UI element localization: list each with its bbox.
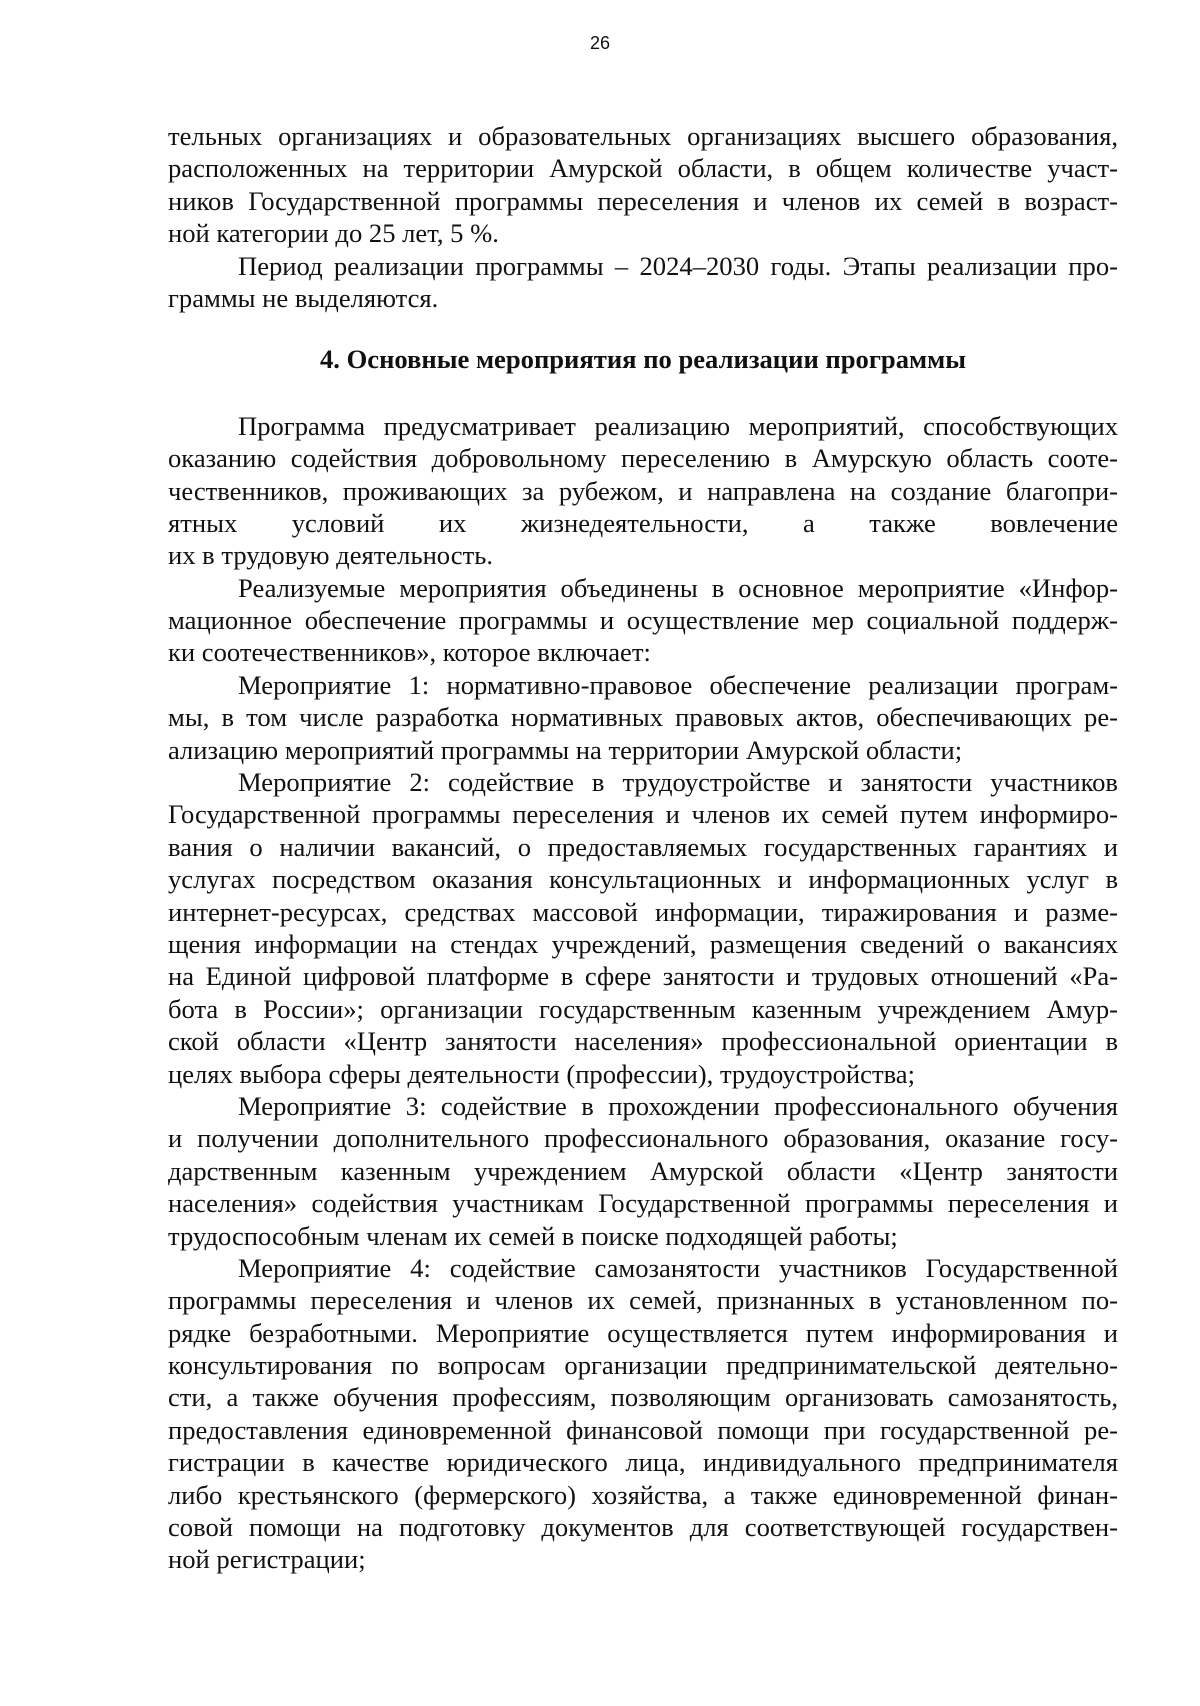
text-line: либо крестьянского (фермерского) хозяйства, а также единовременной финан- [168, 1479, 1118, 1510]
text-line: ной регистрации; [168, 1544, 366, 1575]
text-line: мационное обеспечение программы и осуществление мер социальной поддерж- [168, 605, 1118, 636]
text-line: мы, в том числе разработка нормативных правовых актов, обеспечивающих ре- [168, 702, 1118, 733]
paragraph-main-activity [168, 572, 1118, 669]
text-line: ской области «Центр занятости населения» профессиональной ориентации в [168, 1026, 1118, 1057]
text-line: их в трудовую деятельность. [168, 540, 493, 571]
text-line: оказанию содействия добровольному переселению в Амурскую область сооте- [168, 443, 1118, 474]
text-line: ализацию мероприятий программы на территории Амурской области; [168, 734, 963, 765]
paragraph-activity-2 [168, 766, 1118, 1090]
text-line: Мероприятие 2: содействие в трудоустройстве и занятости участников [238, 767, 1118, 798]
text-line: тельных организациях и образовательных организациях высшего образования, [168, 121, 1118, 151]
paragraph-activity-3 [168, 1090, 1118, 1252]
text-line: целях выбора сферы деятельности (профессии), трудоустройства; [168, 1058, 915, 1089]
text-line: трудоспособным членам их семей в поиске подходящей работы; [168, 1220, 898, 1251]
text-line: расположенных на территории Амурской области, в общем количестве участ- [168, 153, 1118, 184]
text-line: консультирования по вопросам организации предпринимательской деятельно- [168, 1350, 1118, 1381]
text-line: Мероприятие 1: нормативно-правовое обеспечение реализации програм- [238, 669, 1118, 700]
text-line: населения» содействия участникам Государственной программы переселения и [168, 1188, 1118, 1219]
text-line: совой помощи на подготовку документов для соответствующей государствен- [168, 1512, 1118, 1543]
text-line: Реализуемые мероприятия объединены в основное мероприятие «Инфор- [238, 572, 1118, 603]
text-line: Мероприятие 3: содействие в прохождении профессионального обучения [238, 1090, 1118, 1121]
paragraph-continuation [168, 120, 1118, 250]
text-line: на Единой цифровой платформе в сфере занятости и трудовых отношений «Ра- [168, 961, 1118, 992]
text-line: бота в России»; организации государственным казенным учреждением Амур- [168, 993, 1118, 1024]
text-line: и получении дополнительного профессионального образования, оказание госу- [168, 1123, 1118, 1154]
text-line: Программа предусматривает реализацию мероприятий, способствующих [238, 410, 1118, 441]
paragraph-period [168, 250, 1118, 315]
text-line: Мероприятие 4: содействие самозанятости участников Государственной [238, 1252, 1118, 1283]
text-line: сти, а также обучения профессиям, позволяющим организовать самозанятость, [168, 1382, 1118, 1413]
text-line: гистрации в качестве юридического лица, индивидуального предпринимателя [168, 1447, 1118, 1478]
text-line: граммы не выделяются. [168, 282, 439, 313]
text-line: вания о наличии вакансий, о предоставляемых государственных гарантиях и [168, 831, 1118, 862]
paragraph-activity-1 [168, 669, 1118, 766]
text-line: ятных условий их жизнедеятельности, а также вовлечение [168, 507, 1118, 538]
text-line: дарственным казенным учреждением Амурской области «Центр занятости [168, 1155, 1118, 1186]
paragraph-program-intro [168, 410, 1118, 572]
text-line: ников Государственной программы переселения и членов их семей в возраст- [168, 185, 1118, 216]
text-line: рядке безработными. Мероприятие осуществляется путем информирования и [168, 1317, 1118, 1348]
text-line: предоставления единовременной финансовой помощи при государственной ре- [168, 1414, 1118, 1445]
text-line: ной категории до 25 лет, 5 %. [168, 218, 499, 249]
text-line: Государственной программы переселения и членов их семей путем информиро- [168, 799, 1118, 830]
text-line: ки соотечественников», которое включает: [168, 637, 651, 668]
text-line: услугах посредством оказания консультационных и информационных услуг в [168, 864, 1118, 895]
document-body [168, 120, 1118, 1576]
section-heading: 4. Основные мероприятия по реализации программы [320, 344, 966, 375]
page-number: 26 [589, 33, 611, 53]
text-line: щения информации на стендах учреждений, размещения сведений о вакансиях [168, 928, 1118, 959]
paragraph-activity-4 [168, 1252, 1118, 1576]
text-line: программы переселения и членов их семей, признанных в установленном по- [168, 1285, 1118, 1316]
text-line: чественников, проживающих за рубежом, и направлена на создание благопри- [168, 475, 1118, 506]
text-line: Период реализации программы – 2024–2030 годы. Этапы реализации про- [238, 250, 1118, 281]
text-line: интернет-ресурсах, средствах массовой информации, тиражирования и разме- [168, 896, 1118, 927]
